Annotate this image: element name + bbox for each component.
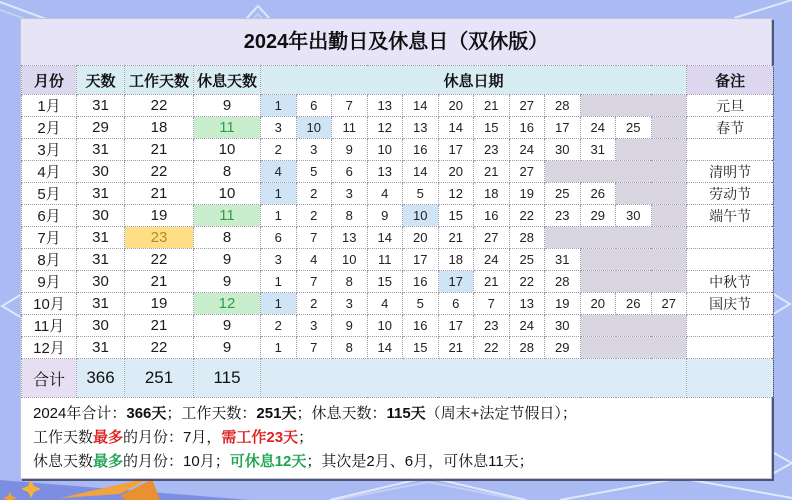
rest-date-cell: 8 — [332, 271, 368, 293]
workdays-cell: 21 — [125, 183, 194, 205]
rest-date-cell: 24 — [474, 249, 510, 271]
workdays-cell: 22 — [125, 337, 194, 359]
rest-date-cell: 2 — [261, 315, 297, 337]
rest-date-cell: 20 — [438, 95, 474, 117]
restdays-cell: 9 — [194, 315, 261, 337]
rest-date-cell: 30 — [545, 139, 581, 161]
rest-date-cell: 8 — [332, 205, 368, 227]
rest-date-cell: 18 — [474, 183, 510, 205]
rest-date-cell: 18 — [438, 249, 474, 271]
calendar-panel — [20, 18, 772, 479]
page-title: 2024年出勤日及休息日（双休版） — [21, 19, 771, 65]
summary-segment: ；其次是2月、6月，可休息11天； — [306, 453, 534, 470]
rest-date-cell: 30 — [545, 315, 581, 337]
note-cell: 清明节 — [687, 161, 774, 183]
rest-date-cell: 17 — [545, 117, 581, 139]
rest-date-cell: 10 — [367, 315, 403, 337]
rest-date-cell: 17 — [438, 139, 474, 161]
restdays-cell: 8 — [194, 161, 261, 183]
rest-date-cell: 1 — [261, 293, 297, 315]
workdays-cell: 22 — [125, 249, 194, 271]
table-row — [22, 337, 774, 359]
rest-date-cell: 1 — [261, 205, 297, 227]
rest-date-cell: 10 — [332, 249, 368, 271]
rest-date-cell: 14 — [367, 337, 403, 359]
restdays-cell: 9 — [194, 337, 261, 359]
rest-date-cell: 11 — [367, 249, 403, 271]
rest-date-cell: 2 — [296, 293, 332, 315]
days-cell: 31 — [77, 183, 125, 205]
days-cell: 31 — [77, 337, 125, 359]
note-cell: 元旦 — [687, 95, 774, 117]
col-header-days: 天数 — [77, 66, 125, 95]
total-note-cell — [687, 359, 774, 398]
rest-date-cell: 27 — [651, 293, 687, 315]
rest-date-cell: 3 — [261, 249, 297, 271]
empty-cell — [545, 161, 687, 183]
col-header-restdates: 休息日期 — [261, 66, 687, 95]
empty-cell — [651, 117, 687, 139]
month-cell: 9月 — [22, 271, 77, 293]
rest-date-cell: 7 — [332, 95, 368, 117]
rest-date-cell: 4 — [261, 161, 297, 183]
rest-date-cell: 19 — [545, 293, 581, 315]
rest-date-cell: 13 — [367, 95, 403, 117]
month-cell: 8月 — [22, 249, 77, 271]
month-cell: 5月 — [22, 183, 77, 205]
table-row — [22, 161, 774, 183]
rest-date-cell: 6 — [438, 293, 474, 315]
rest-date-cell: 15 — [438, 205, 474, 227]
note-cell: 国庆节 — [687, 293, 774, 315]
summary-segment: ； — [298, 429, 314, 446]
days-cell: 31 — [77, 249, 125, 271]
rest-date-cell: 6 — [332, 161, 368, 183]
total-restdays-cell: 115 — [194, 359, 261, 398]
rest-date-cell: 16 — [403, 139, 439, 161]
note-cell — [687, 249, 774, 271]
rest-date-cell: 16 — [403, 315, 439, 337]
rest-date-cell: 12 — [438, 183, 474, 205]
rest-date-cell: 2 — [296, 205, 332, 227]
table-row — [22, 293, 774, 315]
empty-cell — [580, 95, 687, 117]
rest-date-cell: 13 — [509, 293, 545, 315]
note-cell — [687, 227, 774, 249]
rest-date-cell: 4 — [367, 293, 403, 315]
rest-date-cell: 15 — [403, 337, 439, 359]
rest-date-cell: 16 — [474, 205, 510, 227]
rest-date-cell: 3 — [296, 315, 332, 337]
rest-date-cell: 25 — [545, 183, 581, 205]
days-cell: 30 — [77, 161, 125, 183]
workdays-cell: 21 — [125, 139, 194, 161]
restdays-cell: 9 — [194, 95, 261, 117]
rest-date-cell: 27 — [474, 227, 510, 249]
rest-date-cell: 21 — [438, 337, 474, 359]
rest-date-cell: 30 — [616, 205, 652, 227]
restdays-cell: 12 — [194, 293, 261, 315]
summary-segment: （周末+法定节假日）； — [425, 405, 577, 422]
col-header-workdays: 工作天数 — [125, 66, 194, 95]
table-row — [22, 117, 774, 139]
note-cell: 劳动节 — [687, 183, 774, 205]
rest-date-cell: 31 — [580, 139, 616, 161]
rest-date-cell: 3 — [332, 183, 368, 205]
total-workdays-cell: 251 — [125, 359, 194, 398]
summary-segment: ；休息天数： — [296, 405, 387, 422]
summary-line — [33, 426, 771, 450]
summary-segment: 最多 — [93, 429, 124, 446]
col-header-note: 备注 — [687, 66, 774, 95]
rest-date-cell: 21 — [474, 95, 510, 117]
restdays-cell: 8 — [194, 227, 261, 249]
month-cell: 7月 — [22, 227, 77, 249]
summary-segment: 需工作23天 — [221, 429, 299, 446]
rest-date-cell: 6 — [296, 95, 332, 117]
rest-date-cell: 9 — [367, 205, 403, 227]
empty-cell — [616, 139, 687, 161]
rest-date-cell: 22 — [474, 337, 510, 359]
empty-cell — [580, 271, 687, 293]
workdays-cell: 21 — [125, 271, 194, 293]
rest-date-cell: 28 — [545, 271, 581, 293]
rest-date-cell: 17 — [438, 315, 474, 337]
rest-date-cell: 20 — [580, 293, 616, 315]
note-cell — [687, 315, 774, 337]
rest-date-cell: 28 — [509, 227, 545, 249]
month-cell: 3月 — [22, 139, 77, 161]
days-cell: 30 — [77, 205, 125, 227]
header-row — [22, 66, 774, 95]
note-cell — [687, 139, 774, 161]
restdays-cell: 10 — [194, 139, 261, 161]
workdays-cell: 22 — [125, 161, 194, 183]
workdays-cell: 23 — [125, 227, 194, 249]
rest-date-cell: 24 — [580, 117, 616, 139]
days-cell: 31 — [77, 227, 125, 249]
rest-date-cell: 3 — [261, 117, 297, 139]
total-days-cell: 366 — [77, 359, 125, 398]
note-cell: 春节 — [687, 117, 774, 139]
empty-cell — [545, 227, 687, 249]
rest-date-cell: 20 — [403, 227, 439, 249]
note-cell: 端午节 — [687, 205, 774, 227]
rest-date-cell: 8 — [332, 337, 368, 359]
total-restdates-cell — [261, 359, 687, 398]
table-row — [22, 139, 774, 161]
rest-date-cell: 7 — [474, 293, 510, 315]
rest-date-cell: 13 — [332, 227, 368, 249]
month-cell: 11月 — [22, 315, 77, 337]
rest-date-cell: 17 — [438, 271, 474, 293]
days-cell: 31 — [77, 95, 125, 117]
rest-date-cell: 1 — [261, 271, 297, 293]
rest-date-cell: 14 — [403, 95, 439, 117]
rest-date-cell: 10 — [296, 117, 332, 139]
month-cell: 4月 — [22, 161, 77, 183]
rest-date-cell: 16 — [403, 271, 439, 293]
rest-date-cell: 28 — [509, 337, 545, 359]
month-cell: 6月 — [22, 205, 77, 227]
workdays-cell: 19 — [125, 293, 194, 315]
rest-date-cell: 20 — [438, 161, 474, 183]
summary-segment: 2024年合计： — [33, 405, 127, 422]
rest-date-cell: 24 — [509, 139, 545, 161]
rest-date-cell: 31 — [545, 249, 581, 271]
rest-date-cell: 23 — [474, 139, 510, 161]
col-header-month: 月份 — [22, 66, 77, 95]
days-cell: 30 — [77, 271, 125, 293]
rest-date-cell: 29 — [545, 337, 581, 359]
calendar-table — [21, 65, 774, 398]
summary-text — [21, 398, 771, 474]
restdays-cell: 11 — [194, 205, 261, 227]
summary-segment: 可休息12天 — [229, 453, 307, 470]
restdays-cell: 9 — [194, 271, 261, 293]
rest-date-cell: 16 — [509, 117, 545, 139]
table-row — [22, 183, 774, 205]
rest-date-cell: 27 — [509, 161, 545, 183]
rest-date-cell: 10 — [403, 205, 439, 227]
rest-date-cell: 3 — [332, 293, 368, 315]
restdays-cell: 11 — [194, 117, 261, 139]
rest-date-cell: 17 — [403, 249, 439, 271]
rest-date-cell: 21 — [438, 227, 474, 249]
rest-date-cell: 21 — [474, 161, 510, 183]
rest-date-cell: 14 — [403, 161, 439, 183]
workdays-cell: 21 — [125, 315, 194, 337]
rest-date-cell: 2 — [296, 183, 332, 205]
rest-date-cell: 15 — [367, 271, 403, 293]
summary-segment: 最多 — [93, 453, 124, 470]
rest-date-cell: 29 — [580, 205, 616, 227]
note-cell — [687, 337, 774, 359]
empty-cell — [616, 183, 687, 205]
restdays-cell: 9 — [194, 249, 261, 271]
rest-date-cell: 6 — [261, 227, 297, 249]
rest-date-cell: 4 — [296, 249, 332, 271]
rest-date-cell: 26 — [616, 293, 652, 315]
note-cell: 中秋节 — [687, 271, 774, 293]
rest-date-cell: 7 — [296, 227, 332, 249]
rest-date-cell: 7 — [296, 337, 332, 359]
rest-date-cell: 9 — [332, 139, 368, 161]
rest-date-cell: 25 — [616, 117, 652, 139]
rest-date-cell: 24 — [509, 315, 545, 337]
rest-date-cell: 10 — [367, 139, 403, 161]
rest-date-cell: 14 — [367, 227, 403, 249]
empty-cell — [580, 315, 687, 337]
days-cell: 29 — [77, 117, 125, 139]
workdays-cell: 18 — [125, 117, 194, 139]
rest-date-cell: 22 — [509, 205, 545, 227]
rest-date-cell: 1 — [261, 337, 297, 359]
rest-date-cell: 7 — [296, 271, 332, 293]
workdays-cell: 19 — [125, 205, 194, 227]
rest-date-cell: 23 — [545, 205, 581, 227]
summary-segment: ；工作天数： — [166, 405, 257, 422]
summary-segment: 的月份：10月； — [123, 453, 230, 470]
month-cell: 2月 — [22, 117, 77, 139]
month-cell: 12月 — [22, 337, 77, 359]
total-row — [22, 359, 774, 398]
rest-date-cell: 12 — [367, 117, 403, 139]
empty-cell — [651, 205, 687, 227]
rest-date-cell: 1 — [261, 95, 297, 117]
table-row — [22, 315, 774, 337]
summary-segment: 工作天数 — [33, 429, 94, 446]
rest-date-cell: 5 — [296, 161, 332, 183]
month-cell: 1月 — [22, 95, 77, 117]
summary-line — [33, 402, 771, 426]
rest-date-cell: 2 — [261, 139, 297, 161]
rest-date-cell: 23 — [474, 315, 510, 337]
summary-segment: 366天 — [126, 405, 167, 422]
rest-date-cell: 22 — [509, 271, 545, 293]
table-row — [22, 271, 774, 293]
rest-date-cell: 1 — [261, 183, 297, 205]
workdays-cell: 22 — [125, 95, 194, 117]
rest-date-cell: 4 — [367, 183, 403, 205]
table-body — [22, 95, 774, 398]
rest-date-cell: 13 — [367, 161, 403, 183]
table-row — [22, 227, 774, 249]
summary-segment: 251天 — [256, 405, 297, 422]
rest-date-cell: 19 — [509, 183, 545, 205]
rest-date-cell: 25 — [509, 249, 545, 271]
summary-line — [33, 450, 771, 474]
days-cell: 30 — [77, 315, 125, 337]
restdays-cell: 10 — [194, 183, 261, 205]
rest-date-cell: 15 — [474, 117, 510, 139]
days-cell: 31 — [77, 293, 125, 315]
rest-date-cell: 13 — [403, 117, 439, 139]
table-row — [22, 249, 774, 271]
rest-date-cell: 9 — [332, 315, 368, 337]
rest-date-cell: 21 — [474, 271, 510, 293]
empty-cell — [580, 249, 687, 271]
table-row — [22, 205, 774, 227]
month-cell: 10月 — [22, 293, 77, 315]
rest-date-cell: 14 — [438, 117, 474, 139]
rest-date-cell: 5 — [403, 183, 439, 205]
rest-date-cell: 5 — [403, 293, 439, 315]
rest-date-cell: 28 — [545, 95, 581, 117]
col-header-restdays: 休息天数 — [194, 66, 261, 95]
table-header — [22, 66, 774, 95]
rest-date-cell: 27 — [509, 95, 545, 117]
days-cell: 31 — [77, 139, 125, 161]
rest-date-cell: 11 — [332, 117, 368, 139]
summary-segment: 的月份：7月， — [123, 429, 222, 446]
rest-date-cell: 26 — [580, 183, 616, 205]
summary-segment: 休息天数 — [33, 453, 94, 470]
total-label-cell: 合计 — [22, 359, 77, 398]
summary-segment: 115天 — [386, 405, 426, 422]
rest-date-cell: 3 — [296, 139, 332, 161]
empty-cell — [580, 337, 687, 359]
table-row — [22, 95, 774, 117]
